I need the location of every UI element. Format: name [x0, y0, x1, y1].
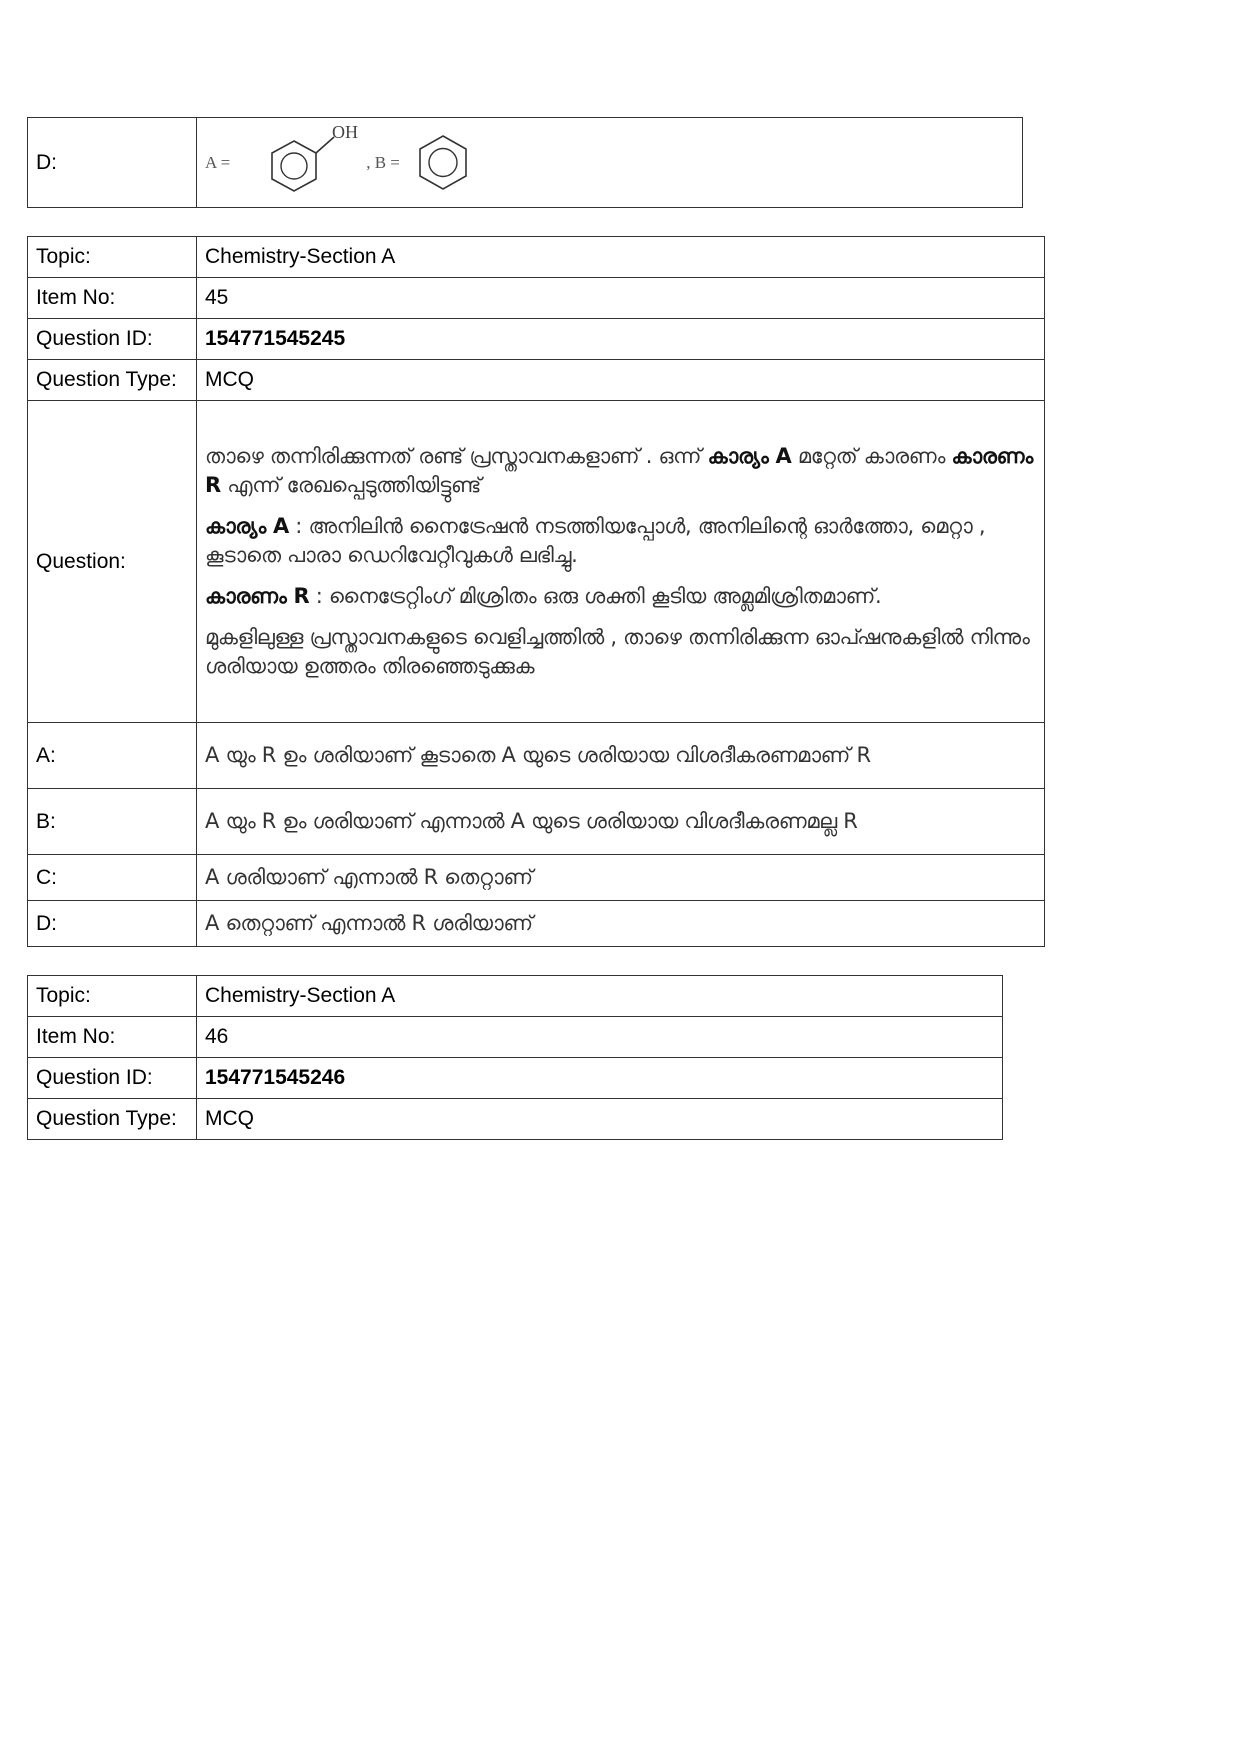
item-no-value: 46 — [197, 1017, 1003, 1058]
question-type-label: Question Type: — [28, 1099, 197, 1140]
topic-label: Topic: — [28, 976, 197, 1017]
question-label: Question: — [28, 401, 197, 723]
hydroxyl-label: OH — [332, 122, 359, 142]
reason-statement: കാരണം R : നൈട്രേറ്റിംഗ് മിശ്രിതം ഒരു ശക്തി കൂടിയ അമ്ലമിശ്രിതമാണ്. — [205, 584, 882, 608]
option-label: D: — [28, 118, 197, 208]
question-id-label: Question ID: — [28, 1058, 197, 1099]
item-no-label: Item No: — [28, 278, 197, 319]
topic-value: Chemistry-Section A — [197, 237, 1045, 278]
option-c-label: C: — [28, 855, 197, 901]
question-46-table — [27, 975, 1003, 1140]
option-d-structure-table — [27, 117, 1023, 208]
option-a-text: A യും R ഉം ശരിയാണ് കൂടാതെ A യുടെ ശരിയായ വിശദീകരണമാണ് R — [197, 723, 1045, 789]
item-no-label: Item No: — [28, 1017, 197, 1058]
option-d-text: A തെറ്റാണ് എന്നാൽ R ശരിയാണ് — [197, 901, 1045, 947]
question-text — [197, 401, 1045, 723]
structure-b-label: , B = — [366, 152, 400, 172]
benzene-structure-icon — [414, 131, 472, 195]
question-type-value: MCQ — [197, 1099, 1003, 1140]
topic-label: Topic: — [28, 237, 197, 278]
option-structures — [197, 118, 1023, 208]
assertion-statement: കാര്യം A : അനിലിൻ നൈട്രേഷൻ നടത്തിയപ്പോൾ, അനിലിന്റെ ഓർത്തോ, മെറ്റാ , കൂടാതെ പാരാ ഡെറിവേറ്റീവുകൾ ലഭിച്ചു. — [205, 514, 986, 567]
question-type-label: Question Type: — [28, 360, 197, 401]
phenol-structure-icon — [256, 123, 366, 203]
option-a-label: A: — [28, 723, 197, 789]
structure-a-label: A = — [205, 152, 231, 172]
option-c-text: A ശരിയാണ് എന്നാൽ R തെറ്റാണ് — [197, 855, 1045, 901]
question-id-value: 154771545245 — [197, 319, 1045, 360]
option-b-text: A യും R ഉം ശരിയാണ് എന്നാൽ A യുടെ ശരിയായ വിശദീകരണമല്ല R — [197, 789, 1045, 855]
question-intro: താഴെ തന്നിരിക്കുന്നത് രണ്ട് പ്രസ്താവനകളാണ് . ഒന്ന് കാര്യം A മറ്റേത് കാരണം കാരണം R എന്ന് രേഖപ്പെടുത്തിയിട്ടുണ്ട് — [205, 444, 1033, 497]
question-id-value: 154771545246 — [197, 1058, 1003, 1099]
question-45-table — [27, 236, 1045, 947]
option-d-label: D: — [28, 901, 197, 947]
item-no-value: 45 — [197, 278, 1045, 319]
topic-value: Chemistry-Section A — [197, 976, 1003, 1017]
question-instruction: മുകളിലുള്ള പ്രസ്താവനകളുടെ വെളിച്ചത്തിൽ , താഴെ തന്നിരിക്കുന്ന ഓപ്ഷനുകളിൽ നിന്നും ശരിയായ ഉത്തരം തിരഞ്ഞെടുക്കുക — [205, 625, 1030, 678]
option-b-label: B: — [28, 789, 197, 855]
question-id-label: Question ID: — [28, 319, 197, 360]
question-type-value: MCQ — [197, 360, 1045, 401]
